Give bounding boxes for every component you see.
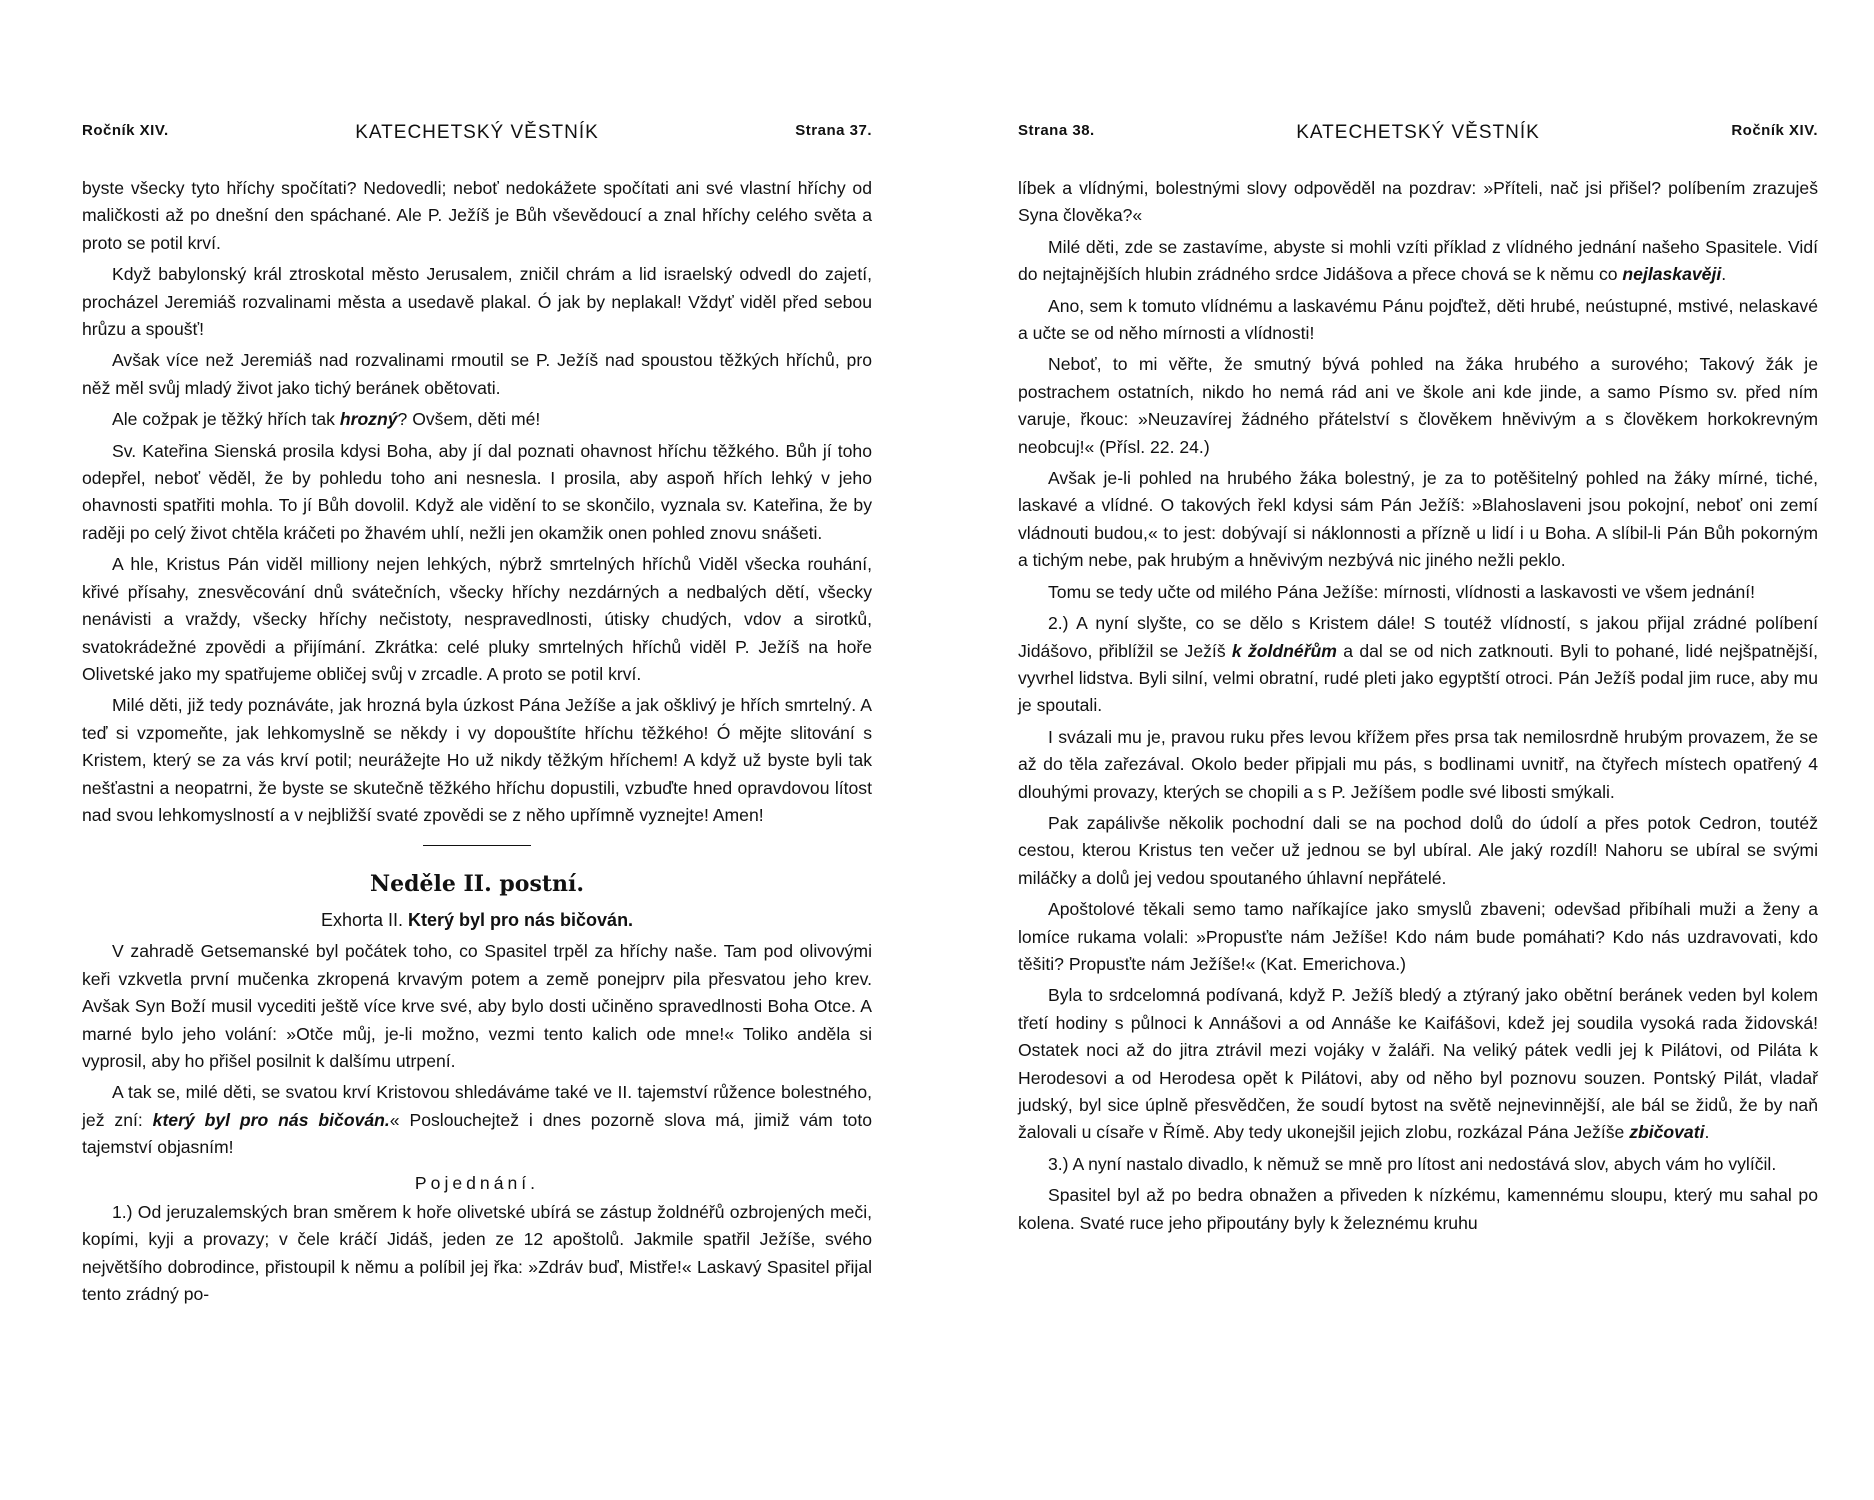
left-page-number: Strana 37.: [795, 122, 872, 139]
paragraph: Spasitel byl až po bedra obnažen a přiveden k nízkému, kamennému sloupu, který mu sahal po kolena. Svaté ruce jeho připoutány byly k železnému kruhu: [1018, 1185, 1818, 1233]
paragraph: Pak zapálivše několik pochodní dali se na pochod dolů do údolí a přes potok Cedron, toutéž cestou, kterou Kristus ten večer už jednou se byl ubíral. Ale jaký rozdíl! Nahoru se ubíral se svými miláčky a dolů jej vedou spoutaného úhlavní nepřátelé.: [1018, 812, 1818, 888]
paragraph: V zahradě Getsemanské byl počátek toho, co Spasitel trpěl za hříchy naše. Tam pod olivovými keři vzkvetla první mučenka zkropená krvavým potem a země ponejprv pila přesvatou jeho krev. Avšak Syn Boží musil vycediti ještě více krve své, aby bylo dosti učiněno spravedlnosti Boha Otce. A marné bylo jeho volání: »Otče můj, je-li možno, vezmi tento kalich ode mne!« Toliko anděla si vyprosil, aby ho přišel posilnit k dalšímu utrpení.: [82, 941, 872, 1071]
right-page-text: [1018, 175, 1818, 1237]
paragraph: Neboť, to mi věřte, že smutný bývá pohled na žáka hrubého a surového; Takový žák je postrachem ostatních, nikdo ho nemá rád ani ve škole ani kde jinde, a samo Písmo sv. před ním varuje, řkouc: »Neuzavírej žádného přátelství s člověkem hněvivým a s člověkem horkokrevným neobcuj!« (Přísl. 22. 24.): [1018, 354, 1818, 457]
emphasis: který byl pro nás bičován.: [152, 1109, 390, 1130]
left-running-head: [82, 122, 872, 150]
right-page: [1018, 0, 1818, 1500]
emphasis: hrozný: [339, 409, 398, 430]
paragraph: Ano, sem k tomuto vlídnému a laskavému Pánu pojďtež, děti hrubé, neústupné, mstivé, nelaskavé a učte se od něho mírnosti a vlídnosti!: [1018, 295, 1818, 344]
right-page-number: Strana 38.: [1018, 122, 1095, 139]
left-page: [82, 0, 872, 1500]
emphasis: zbičovati: [1629, 1122, 1705, 1143]
left-journal-title: KATECHETSKÝ VĚSTNÍK: [355, 122, 599, 143]
paragraph: Apoštolové těkali semo tamo naříkajíce jako smyslů zbaveni; odevšad přibíhali muži a ženy a lomíce rukama volali: »Propusťte nám Ježíše! Kdo nám bude pomáhati? Kdo nás uzdravovati, kdo těšiti? Propusťte nám Ježíše!« (Kat. Emerichova.): [1018, 899, 1818, 974]
paragraph: Avšak je-li pohled na hrubého žáka bolestný, je za to potěšitelný pohled na žáky mírné, tiché, laskavé a vlídné. O takových řekl kdysi sám Pán Ježíš: »Blahoslaveni jsou pokojní, neboť oni zemí vládnouti budou,« to jest: dobývají si náklonnosti a přízně u lidí i u Boha. A slíbil-li Pán Bůh pokorným a tichým nebe, pak hrubým a hněvivým nezbývá nic jiného nežli peklo.: [1018, 468, 1818, 571]
treatise-heading: Pojednání.: [414, 1172, 540, 1193]
right-journal-title: KATECHETSKÝ VĚSTNÍK: [1296, 122, 1540, 143]
paragraph: A hle, Kristus Pán viděl milliony nejen lehkých, nýbrž smrtelných hříchů Viděl všecka rouhání, křivé přísahy, znesvěcování dnů svátečních, všecky hříchy nezdárných a nedbalých dětí, všecky nenávisti a vraždy, všecky hříchy nečistoty, nespravedlnosti, útisky chudých, vdov a sirotků, svatokrádežné zpovědi a přijímání. Zkrátka: celé pluky smrtelných hříchů viděl P. Ježíš na hoře Olivetské jako my spatřujeme obličej svůj v zrcadle. A proto se potil krví.: [82, 554, 872, 684]
paragraph: Tomu se tedy učte od milého Pána Ježíše: mírnosti, vlídnosti a laskavosti ve všem jednání!: [1048, 581, 1756, 602]
left-volume: Ročník XIV.: [82, 122, 169, 139]
paragraph: Milé děti, zde se zastavíme, abyste si mohli vzíti příklad z vlídného jednání našeho Spasitele. Vidí do nejtajnějších hlubin zrádného srdce Jidášova a přece chová se k němu co nejlaskavěji.: [1018, 236, 1818, 285]
right-volume: Ročník XIV.: [1731, 122, 1818, 139]
section-title: Neděle II. postní.: [369, 871, 585, 898]
paragraph: Když babylonský král ztroskotal město Jerusalem, zničil chrám a lid israelský odvedl do zajetí, procházel Jeremiáš rozvalinami města a usedavě plakal. Ó jak by neplakal! Vždyť viděl před sebou hrůzu a spoušť!: [82, 264, 872, 340]
paragraph: Sv. Kateřina Sienská prosila kdysi Boha, aby jí dal poznati ohavnost hříchu těžkého. Bůh jí toho odepřel, neboť věděl, že by pohledu toho ani nesnesla. I prosila, aby aspoň hřích lehký v jeho ohavnosti spatřiti mohla. To jí Bůh dovolil. Když ale vidění to se skončilo, vyznala sv. Kateřina, že by raději po celý život chtěla kráčeti po žhavém uhlí, nežli jen okamžik onen pohled znovu snášeti.: [82, 440, 872, 543]
left-page-text: [82, 175, 872, 1309]
paragraph: Milé děti, již tedy poznáváte, jak hrozná byla úzkost Pána Ježíše a jak ošklivý je hřích smrtelný. A teď si vzpomeňte, jak lehkomyslně se někdy i vy dopouštíte hříchu těžkého! Ó mějte slitování s Kristem, který se za vás krví potil; neurážejte Ho už nikdy těžkým hříchem! A když už byste byli tak nešťastni a neopatrni, že byste se skutečně těžkého hříchu dopustili, vzbuďte hned opravdovou lítost nad svou lehkomyslností a v nejbližší svaté zpovědi se z něho upřímně vyznejte! Amen!: [82, 695, 872, 825]
paragraph: 3.) A nyní nastalo divadlo, k němuž se mně pro lítost ani nedostává slov, abych vám ho vylíčil.: [1048, 1153, 1777, 1174]
rosary-paragraph: A tak se, milé děti, se svatou krví Kristovou shledáváme také ve II. tajemství růžence bolestného, jež zní: který byl pro nás bičován.« Poslouchejtež i dnes pozorně slova má, jimiž vám toto tajemství objasním!: [82, 1082, 873, 1158]
paragraph: byste všecky tyto hříchy spočítati? Nedovedli; neboť nedokážete spočítati ani své vlastní hříchy od maličkosti až po dnešní den spáchané. Ale P. Ježíš je Bůh vševědoucí a znal hříchy celého světa a proto se potil krví.: [82, 178, 872, 253]
section-divider: [423, 845, 531, 846]
paragraph: 2.) A nyní slyšte, co se dělo s Kristem dále! S toutéž vlídností, s jakou přijal zrádné políbení Jidášovo, přiblížil se Ježíš k žoldnéřům a dal se od nich zatknouti. Byli to pohané, lidé nejšpatnější, vyvrhel lidstva. Byli silní, velmi obratní, rudé pleti jako egyptští otroci. Pán Ježíš podal jim ruce, aby mu je spoutali.: [1018, 613, 1818, 716]
emphasis: k žoldnéřům: [1231, 640, 1337, 661]
emphasis: nejlaskavěji: [1622, 264, 1722, 285]
paragraph: I svázali mu je, pravou ruku přes levou křížem přes prsa tak nemilosrdně hrubým provazem, že se až do těla zařezával. Okolo beder připjali mu pás, s bodlinami uvnitř, na čtyřech místech opatřený 4 dlouhými provazy, kterých se chopili a s P. Ježíšem podle své libosti smýkali.: [1018, 726, 1818, 802]
right-running-head: [1018, 122, 1818, 150]
question-line: Ale cožpak je těžký hřích tak hrozný? Ovšem, děti mé!: [112, 409, 541, 430]
paragraph: líbek a vlídnými, bolestnými slovy odpověděl na pozdrav: »Příteli, nač jsi přišel? políbením zrazuješ Syna člověka?«: [1018, 178, 1818, 226]
paragraph: Byla to srdcelomná podívaná, když P. Ježíš bledý a ztýraný jako obětní beránek veden byl kolem třetí hodiny s půlnoci k Annášovi a od Annáše ke Kaifášovi, kdež jej soudila vysoká rada židovská! Ostatek noci až do jitra ztrávil mezi vojáky v žaláři. Na veliký pátek vedli jej k Pilátovi, od Piláta k Herodesovi a od Herodesa opět k Pilátovi, aby od něho byl poznovu souzen. Pontský Pilát, vladař judský, byl sice úplně přesvědčen, že soudí bytost na světě nejnevinnější, ale bál se židů, že by naň žalovali u císaře v Římě. Aby tedy ukonejšil jejich zlobu, rozkázal Pána Ježíše zbičovati.: [1018, 985, 1818, 1143]
paragraph: Avšak více než Jeremiáš nad rozvalinami rmoutil se P. Ježíš nad spoustou těžkých hříchů, pro něž měl svůj mladý život jako tichý beránek obětovati.: [82, 350, 872, 398]
section-subtitle: Exhorta II. Který byl pro nás bičován.: [320, 910, 634, 931]
paragraph: 1.) Od jeruzalemských bran směrem k hoře olivetské ubírá se zástup žoldnéřů ozbrojených meči, kopími, kyji a provazy; v čele kráčí Jidáš, jeden ze 12 apoštolů. Jakmile spatřil Ježíše, svého největšího dobrodince, přistoupil k němu a políbil jej řka: »Zdráv buď, Mistře!« Laskavý Spasitel přijal tento zrádný po-: [82, 1202, 872, 1305]
